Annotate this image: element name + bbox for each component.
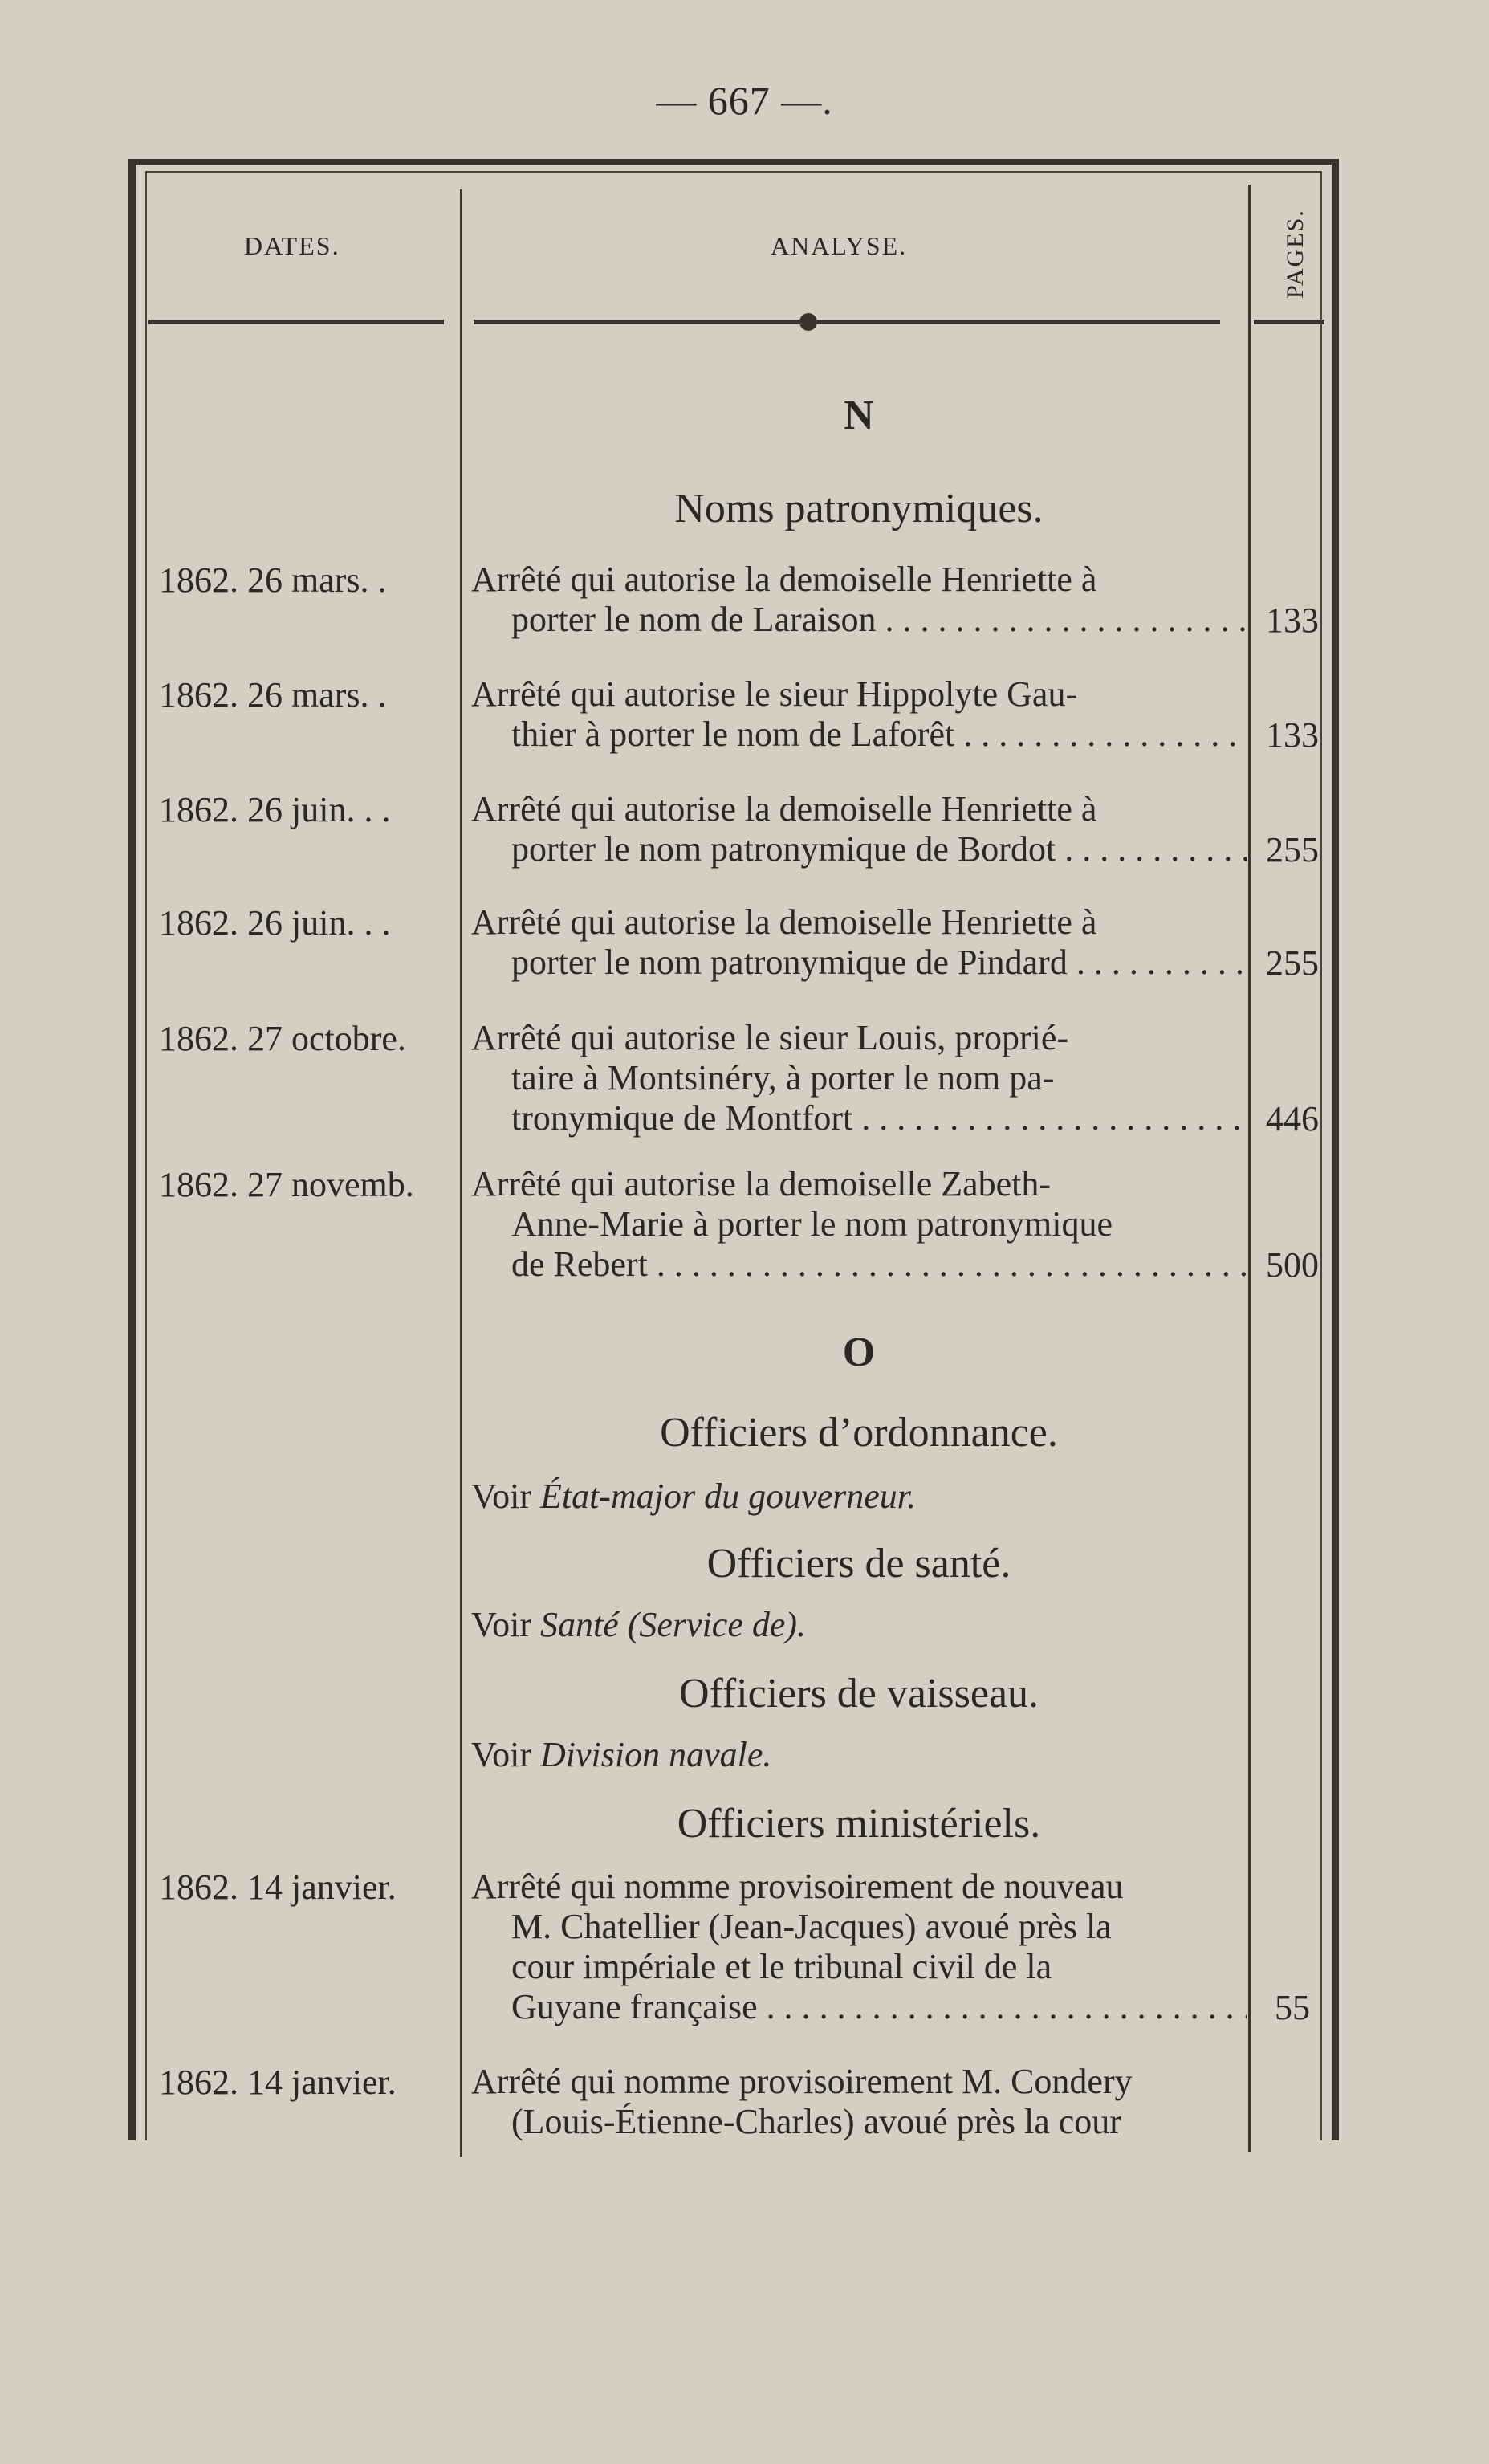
- entry-line: thier à porter le nom de Laforêt . . .: [471, 715, 1247, 755]
- entry-date: 1862. 27 octobre.: [159, 1019, 406, 1058]
- entry-line: Arrêté qui autorise la demoiselle Henriette à: [471, 902, 1097, 942]
- section-letter-o: O: [842, 1330, 876, 1375]
- section-letter-n: N: [844, 393, 874, 438]
- header-dates: DATES.: [244, 231, 340, 260]
- see-also-reference: État-major du gouverneur.: [539, 1476, 917, 1516]
- entry-line: (Louis-Étienne-Charles) avoué près la cour: [511, 2102, 1121, 2141]
- section-title-noms: Noms patronymiques.: [674, 486, 1044, 531]
- entry-page: 133: [1266, 715, 1319, 755]
- entry-line: Anne-Marie à porter le nom patronymique: [511, 1204, 1113, 1244]
- entry-text: [471, 902, 1247, 983]
- header-rule-analyse: [474, 320, 1220, 324]
- entry-date: 1862. 14 janvier.: [159, 1867, 397, 1907]
- entry-date: 1862. 14 janvier.: [159, 2063, 397, 2102]
- entry-page: 55: [1275, 1988, 1310, 2027]
- entry-line: cour impériale et le tribunal civil de la: [511, 1947, 1052, 1986]
- see-also-sante: [471, 1604, 806, 1645]
- entry-text: [471, 674, 1247, 755]
- entry-line: Arrêté qui autorise la demoiselle Henriette à: [471, 789, 1097, 829]
- entry-date: 1862. 27 novemb.: [159, 1165, 414, 1204]
- entry-date: 1862. 26 juin. . .: [159, 790, 391, 829]
- entry-line: taire à Montsinéry, à porter le nom pa-: [511, 1058, 1055, 1098]
- entry-line: porter le nom patronymique de Bordot . . .: [471, 829, 1247, 870]
- entry-text: [471, 560, 1247, 640]
- entry-line: Arrêté qui autorise la demoiselle Henriette à: [471, 560, 1097, 599]
- see-also-reference: Division navale.: [539, 1735, 772, 1774]
- entry-date: 1862. 26 juin. . .: [159, 903, 391, 943]
- header-analyse: ANALYSE.: [771, 231, 908, 260]
- entry-text: [471, 1867, 1247, 2027]
- header-rule-pages: [1254, 320, 1324, 324]
- entry-page: 255: [1266, 943, 1319, 983]
- entry-date: 1862. 26 mars. .: [159, 560, 387, 600]
- entry-line: porter le nom patronymique de Pindard . . .: [471, 943, 1247, 983]
- see-also-prefix: Voir: [471, 1735, 531, 1774]
- entry-text: [471, 1164, 1247, 1285]
- section-title-officiers-ministeriels: Officiers ministériels.: [677, 1801, 1041, 1847]
- pages-column-rule: [1248, 185, 1251, 2152]
- section-title-officiers-ordonnance: Officiers d’ordonnance.: [660, 1410, 1058, 1456]
- see-also-division-navale: [471, 1734, 771, 1775]
- see-also-reference: Santé (Service de).: [539, 1605, 807, 1644]
- section-title-officiers-vaisseau: Officiers de vaisseau.: [678, 1671, 1039, 1717]
- ornament-icon: [799, 313, 817, 331]
- entry-line: de Rebert . . .: [471, 1244, 1247, 1285]
- entry-page: 255: [1266, 830, 1319, 870]
- entry-text: [471, 789, 1247, 870]
- entry-line: Arrêté qui nomme provisoirement M. Condery: [471, 2062, 1133, 2101]
- see-also-prefix: Voir: [471, 1476, 531, 1516]
- entry-line: tronymique de Montfort . . .: [471, 1098, 1247, 1138]
- entry-page: 133: [1266, 601, 1319, 640]
- entry-line: Arrêté qui autorise le sieur Louis, proprié-: [471, 1018, 1069, 1057]
- entry-text: [471, 1018, 1247, 1138]
- entry-text: [471, 2062, 1247, 2142]
- entry-line: porter le nom de Laraison . . .: [471, 600, 1247, 640]
- see-also-etat-major: [471, 1476, 916, 1517]
- entry-page: 446: [1266, 1099, 1319, 1138]
- entry-page: 500: [1266, 1245, 1319, 1285]
- entry-line: Arrêté qui nomme provisoirement de nouveau: [471, 1867, 1124, 1906]
- entry-line: Arrêté qui autorise la demoiselle Zabeth-: [471, 1164, 1052, 1203]
- entry-line: Arrêté qui autorise le sieur Hippolyte Gau-: [471, 674, 1078, 714]
- header-rule-dates: [148, 320, 444, 324]
- header-pages: PAGES.: [1282, 209, 1308, 299]
- page-number: — 667 —.: [656, 78, 833, 123]
- entry-line: Guyane française . . .: [471, 1987, 1247, 2027]
- section-title-officiers-sante: Officiers de santé.: [706, 1541, 1011, 1586]
- see-also-prefix: Voir: [471, 1605, 531, 1644]
- entry-date: 1862. 26 mars. .: [159, 675, 387, 715]
- entry-line: M. Chatellier (Jean-Jacques) avoué près la: [511, 1907, 1112, 1946]
